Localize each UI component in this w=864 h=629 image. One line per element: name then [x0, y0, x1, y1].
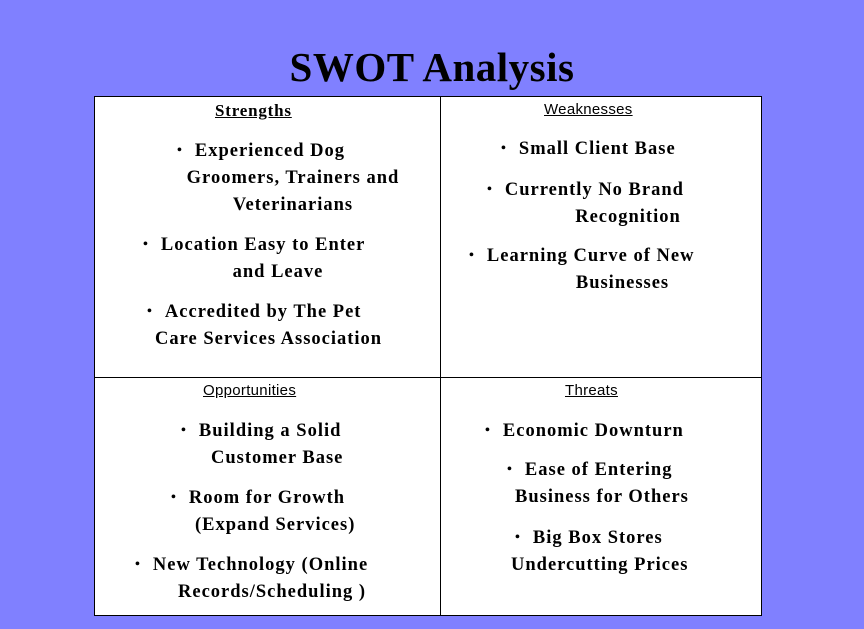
threats-item: • Economic Downturn — [485, 417, 745, 445]
opportunities-item: • New Technology (Online Records/Scheduling ) — [135, 551, 435, 606]
strengths-item: • Location Easy to Enter and Leave — [143, 231, 413, 286]
swot-grid — [94, 96, 762, 616]
opportunities-item: • Room for Growth (Expand Services) — [171, 484, 411, 539]
threats-item: • Ease of Entering Business for Others — [507, 456, 747, 511]
bullet-icon: • — [507, 462, 513, 477]
opportunities-item: • Building a Solid Customer Base — [181, 417, 401, 472]
weaknesses-heading: Weaknesses — [544, 101, 633, 118]
threats-item: • Big Box Stores Undercutting Prices — [515, 524, 755, 579]
strengths-item: • Accredited by The Pet Care Services Association — [147, 298, 437, 353]
bullet-icon: • — [485, 423, 491, 438]
bullet-icon: • — [135, 557, 141, 572]
bullet-icon: • — [515, 530, 521, 545]
strengths-heading: Strengths — [215, 101, 292, 120]
threats-quadrant — [441, 378, 761, 615]
strengths-item: • Experienced Dog Groomers, Trainers and Veterinarians — [163, 137, 423, 219]
bullet-icon: • — [177, 143, 183, 158]
weaknesses-quadrant — [441, 97, 761, 377]
bullet-icon: • — [143, 237, 149, 252]
weaknesses-item: • Currently No Brand Recognition — [487, 176, 747, 231]
bullet-icon: • — [171, 490, 177, 505]
bullet-icon: • — [147, 304, 153, 319]
bullet-icon: • — [487, 182, 493, 197]
threats-heading: Threats — [565, 382, 618, 399]
opportunities-quadrant — [95, 378, 440, 615]
weaknesses-item: • Small Client Base — [501, 135, 731, 163]
bullet-icon: • — [501, 141, 507, 156]
weaknesses-item: • Learning Curve of New Businesses — [469, 242, 754, 297]
bullet-icon: • — [181, 423, 187, 438]
slide-title: SWOT Analysis — [289, 44, 575, 90]
opportunities-heading: Opportunities — [203, 382, 297, 399]
strengths-quadrant — [95, 97, 440, 377]
bullet-icon: • — [469, 248, 475, 263]
